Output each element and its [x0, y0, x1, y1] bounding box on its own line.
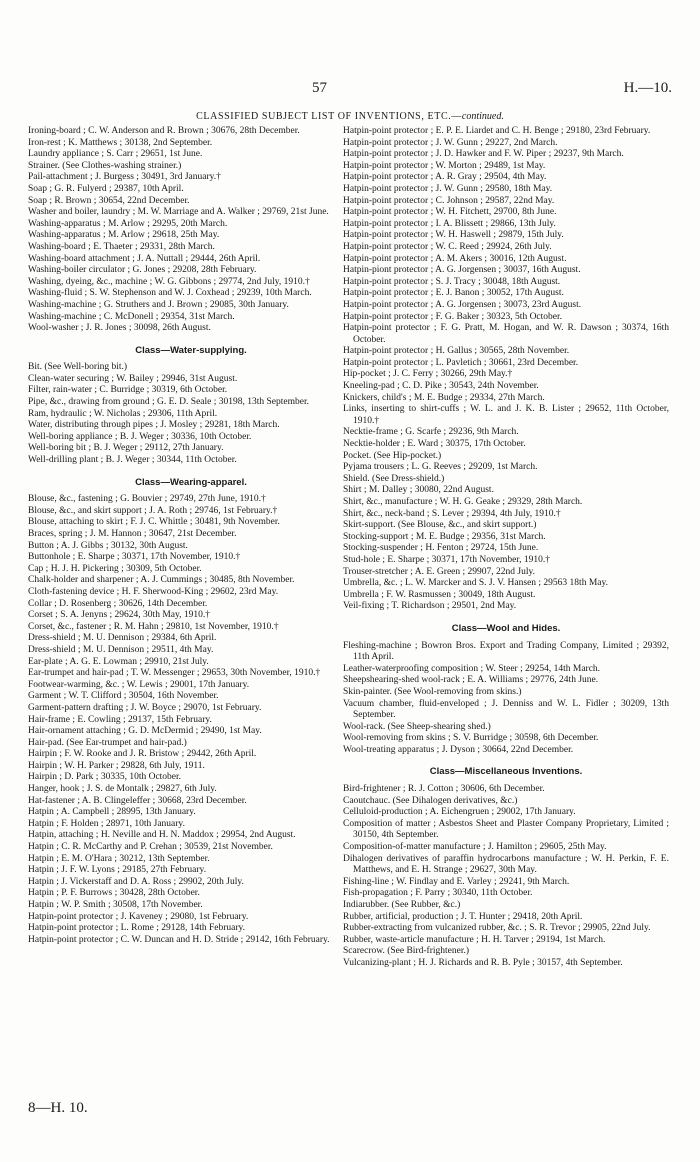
footer-signature: 8—H. 10.	[28, 1100, 88, 1116]
invention-entry: Hatpin-point protector ; J. W. Gunn ; 29580, 18th May.	[343, 183, 553, 194]
invention-entry: Garment ; W. T. Clifford ; 30504, 16th November.	[28, 691, 219, 702]
invention-entry: Dress-shield ; M. U. Dennison ; 29384, 6th April.	[28, 633, 217, 644]
invention-entry: Hatpin-point protector ; F. G. Pratt, M. Hogan, and W. R. Dawson ; 30374, 16th October.	[343, 323, 669, 345]
invention-entry: Pipe, &c., drawing from ground ; G. E. D. Seale ; 30198, 13th September.	[28, 397, 309, 408]
class-heading: Class—Miscellaneous Inventions.	[429, 766, 583, 778]
invention-entry: Cloth-fastening device ; H. F. Sherwood-King ; 29602, 23rd May.	[28, 586, 279, 597]
invention-entry: Hatpin-point protector ; H. Gallus ; 30565, 28th November.	[343, 346, 570, 357]
invention-entry: Washing-machine ; C. McDonell ; 29354, 31st March.	[28, 311, 235, 322]
invention-entry: Soap ; G. R. Fulyerd ; 29387, 10th April.	[28, 183, 184, 194]
heading-continued: continued.	[461, 111, 504, 122]
invention-entry: Hip-pocket ; J. C. Ferry ; 30266, 29th May.†	[343, 369, 513, 380]
invention-entry: Water, distributing through pipes ; J. Mosley ; 29281, 18th March.	[28, 420, 280, 431]
invention-entry: Dihalogen derivatives of paraffin hydrocarbons manufacture ; W. H. Perkin, F. E. Matthews, and E. H. Strange ; 29627, 30th May.	[343, 853, 669, 876]
invention-entry: Washing-apparatus ; M. Arlow ; 29618, 25th May.	[28, 230, 220, 241]
invention-entry: Vulcanizing-plant ; H. J. Richards and R. B. Pyle ; 30157, 4th September.	[343, 957, 623, 968]
right-column	[343, 126, 669, 970]
invention-entry: Necktie-frame ; G. Scarfe ; 29236, 9th March.	[343, 427, 519, 438]
invention-entry: Ironing-board ; C. W. Anderson and R. Brown ; 30676, 28th December.	[28, 126, 300, 136]
page-number: 57	[312, 80, 327, 96]
invention-entry: Hatpin-point protector ; J. W. Gunn ; 29227, 2nd March.	[343, 137, 558, 148]
invention-entry: Laundry appliance ; S. Carr ; 29651, 1st June.	[28, 149, 203, 160]
invention-entry: Shirt ; M. Dalley ; 30080, 22nd August.	[343, 485, 494, 496]
invention-entry: Bit. (See Well-boring bit.)	[28, 362, 128, 373]
invention-entry: Fish-propagation ; F. Parry ; 30340, 11th October.	[343, 888, 533, 899]
invention-entry: Hatpin ; C. R. McCarthy and P. Crehan ; 30539, 21st November.	[28, 842, 273, 853]
invention-entry: Hatpin-point protector ; W. H. Fitchett, 29700, 8th June.	[343, 207, 557, 218]
invention-entry: Knickers, child's ; M. E. Budge ; 29334, 27th March.	[343, 392, 545, 403]
invention-entry: Hatpin-point protector ; F. G. Baker ; 30323, 5th October.	[343, 311, 563, 322]
invention-entry: Clean-water securing ; W. Bailey ; 29946, 31st August.	[28, 373, 238, 384]
invention-entry: Corset, &c., fastener ; R. M. Hahn ; 29810, 1st November, 1910.†	[28, 621, 279, 632]
invention-entry: Hatpin ; J. Vickerstaff and D. A. Ross ; 29902, 20th July.	[28, 876, 244, 887]
invention-entry: Hairpin ; F. W. Rooke and J. R. Bristow ; 29442, 26th April.	[28, 749, 257, 760]
invention-entry: Hatpin-point protector ; L. Pavletich ; 30661, 23rd December.	[343, 357, 579, 368]
invention-entry: Fleshing-machine ; Bowron Bros. Export and Trading Company, Limited ; 29392, 11th April.	[343, 640, 669, 663]
invention-entry: Wool-rack. (See Sheep-shearing shed.)	[343, 721, 491, 732]
invention-entry: Kneeling-pad ; C. D. Pike ; 30543, 24th November.	[343, 381, 539, 392]
invention-entry: Garment-pattern drafting ; J. W. Boyce ; 29070, 1st February.	[28, 702, 262, 713]
invention-entry: Rubber-extracting from vulcanized rubber, &c. ; S. R. Trevor ; 29905, 22nd July.	[343, 923, 651, 934]
invention-entry: Buttonhole ; E. Sharpe ; 30371, 17th November, 1910.†	[28, 552, 241, 563]
class-heading: Class—Water-supplying.	[135, 344, 247, 356]
class-heading: Class—Wool and Hides.	[451, 622, 561, 634]
invention-entry: Well-drilling plant ; B. J. Weger ; 30344, 11th October.	[28, 455, 237, 466]
invention-entry: Washing-apparatus ; M. Arlow ; 29295, 20th March.	[28, 218, 228, 229]
invention-entry: Stocking-support ; M. E. Budge ; 29356, 31st March.	[343, 531, 546, 542]
invention-entry: Hairpin ; W. H. Parker ; 29828, 6th July, 1911.	[28, 760, 205, 771]
invention-entry: Hatpin ; E. M. O'Hara ; 30212, 13th September.	[28, 853, 210, 864]
invention-entry: Hatpin-point protector ; I. A. Blissett ; 29866, 13th July.	[343, 218, 556, 229]
invention-entry: Links, inserting to shirt-cuffs ; W. L. and J. K. B. Lister ; 29652, 11th October, 1910.†	[343, 404, 669, 426]
invention-entry: Soap ; R. Brown ; 30654, 22nd December.	[28, 195, 190, 206]
invention-entry: Caoutchauc. (See Dihalogen derivatives, &c.)	[343, 795, 518, 806]
invention-entry: Composition-of-matter manufacture ; J. Hamilton ; 29605, 25th May.	[343, 842, 607, 853]
invention-entry: Wool-washer ; J. R. Jones ; 30098, 26th August.	[28, 323, 211, 334]
invention-entry: Chalk-holder and sharpener ; A. J. Cummings ; 30485, 8th November.	[28, 575, 295, 586]
class-heading: Class—Wearing-apparel.	[135, 476, 247, 488]
invention-entry: Washing, dyeing, &c., machine ; W. G. Gibbons ; 29774, 2nd July, 1910.†	[28, 276, 310, 287]
invention-entry: Vacuum chamber, fluid-enveloped ; J. Denniss and W. L. Fidler ; 30209, 13th September.	[343, 698, 669, 721]
invention-entry: Pocket. (See Hip-pocket.)	[343, 450, 442, 461]
invention-entry: Washing-board attachment ; J. A. Nuttall ; 29444, 26th April.	[28, 253, 261, 264]
invention-entry: Celluloid-production ; A. Eichengruen ; 29002, 17th January.	[343, 807, 576, 818]
invention-entry: Hatpin ; F. Holden ; 28971, 10th January.	[28, 818, 185, 829]
invention-entry: Hairpin ; D. Park ; 30335, 10th October.	[28, 772, 182, 783]
invention-entry: Bird-frightener ; R. J. Cotton ; 30606, 6th December.	[343, 784, 545, 795]
invention-entry: Hatpin ; A. Campbell ; 28995, 13th January.	[28, 807, 196, 818]
invention-entry: Skirt-support. (See Blouse, &c., and skirt support.)	[343, 520, 537, 531]
invention-entry: Blouse, attaching to skirt ; F. J. C. Whittle ; 30481, 9th November.	[28, 517, 280, 528]
invention-entry: Hatpin-point protector ; L. Rome ; 29128, 14th February.	[28, 923, 246, 934]
invention-entry: Wool-treating apparatus ; J. Dyson ; 30664, 22nd December.	[343, 744, 574, 755]
invention-entry: Veil-fixing ; T. Richardson ; 29501, 2nd May.	[343, 601, 517, 612]
invention-entry: Shirt, &c., neck-band ; S. Lever ; 29394, 4th July, 1910.†	[343, 508, 561, 519]
invention-entry: Ear-trumpet and hair-pad ; T. W. Messenger ; 29653, 30th November, 1910.†	[28, 668, 321, 679]
invention-entry: Leather-waterproofing composition ; W. Steer ; 29254, 14th March.	[343, 663, 601, 674]
invention-entry: Washing-boiler circulator ; G. Jones ; 29208, 28th February.	[28, 265, 257, 276]
invention-entry: Hatpin-point protector ; J. Kaveney ; 29080, 1st February.	[28, 911, 249, 922]
invention-entry: Collar ; D. Rosenberg ; 30626, 14th December.	[28, 598, 208, 609]
invention-entry: Hatpin ; J. F. W. Lyons ; 29185, 27th February.	[28, 865, 207, 876]
invention-entry: Hatpin-point protector ; S. J. Tracy ; 30048, 18th August.	[343, 276, 561, 287]
invention-entry: Indiarubber. (See Rubber, &c.)	[343, 900, 461, 910]
invention-entry: Skin-painter. (See Wool-removing from skins.)	[343, 686, 522, 697]
invention-entry: Hatpin-point protector ; W. C. Reed ; 29924, 26th July.	[343, 241, 552, 252]
invention-entry: Iron-rest ; K. Matthews ; 30138, 2nd September.	[28, 137, 213, 148]
invention-entry: Hatpin-point protector ; E. J. Banon ; 30052, 17th August.	[343, 288, 564, 299]
invention-entry: Washer and boiler, laundry ; M. W. Marriage and A. Walker ; 29769, 21st June.	[28, 207, 329, 218]
page-heading	[0, 111, 700, 122]
invention-entry: Hatpin-point protector ; C. Johnson ; 29587, 22nd May.	[343, 195, 555, 206]
invention-entry: Hanger, hook ; J. S. de Montalk ; 29827, 6th July.	[28, 784, 217, 795]
invention-entry: Hat-fastener ; A. B. Clingeleffer ; 30668, 23rd December.	[28, 795, 247, 806]
invention-entry: Trouser-stretcher ; A. E. Green ; 29907, 22nd July.	[343, 566, 535, 577]
invention-entry: Shirt, &c., manufacture ; W. H. G. Geake ; 29329, 28th March.	[343, 497, 583, 507]
left-column	[28, 126, 354, 946]
invention-entry: Hair-frame ; E. Cowling ; 29137, 15th February.	[28, 714, 212, 725]
invention-entry: Hatpin-point protector ; A. R. Gray ; 29504, 4th May.	[343, 172, 547, 183]
invention-entry: Blouse, &c., fastening ; G. Bouvier ; 29749, 27th June, 1910.†	[28, 494, 266, 505]
invention-entry: Shield. (See Dress-shield.)	[343, 473, 445, 484]
invention-entry: Composition of matter ; Asbestos Sheet and Plaster Company Proprietary, Limited ; 30150, 4th September.	[343, 818, 669, 841]
invention-entry: Pail-attachment ; J. Burgess ; 30491, 3rd January.†	[28, 172, 221, 183]
invention-entry: Necktie-holder ; E. Ward ; 30375, 17th October.	[343, 439, 526, 450]
invention-entry: Umbrella, &c. ; L. W. Marcker and S. J. V. Hansen ; 29563 18th May.	[343, 578, 608, 589]
invention-entry: Rubber, waste-article manufacture ; H. H. Tarver ; 29194, 1st March.	[343, 934, 606, 945]
invention-entry: Washing-machine ; G. Struthers and J. Brown ; 29085, 30th January.	[28, 299, 289, 310]
invention-entry: Hatpin-point protector ; W. Morton ; 29489, 1st May.	[343, 160, 546, 171]
invention-entry: Ram, hydraulic ; W. Nicholas ; 29306, 11th April.	[28, 408, 218, 419]
invention-entry: Washing-board ; E. Thaeter ; 29331, 28th March.	[28, 241, 215, 252]
invention-entry: Rubber, artificial, production ; J. T. Hunter ; 29418, 20th April.	[343, 911, 583, 922]
invention-entry: Button ; A. J. Gibbs ; 30132, 30th August.	[28, 540, 188, 551]
invention-entry: Scarecrow. (See Bird-frightener.)	[343, 946, 469, 957]
invention-entry: Stocking-suspender ; H. Fenton ; 29724, 15th June.	[343, 543, 539, 554]
invention-entry: Hatpin ; W. P. Smith ; 30508, 17th November.	[28, 900, 203, 910]
invention-entry: Hatpin-piont protector ; A. G. Jorgensen ; 30037, 16th August.	[343, 265, 581, 276]
invention-entry: Wool-removing from skins ; S. V. Burridge ; 30598, 6th December.	[343, 733, 599, 744]
invention-entry: Hatpin-point protector ; C. W. Duncan and H. D. Stride ; 29142, 16th February.	[28, 934, 330, 945]
invention-entry: Well-boring bit ; B. J. Weger ; 29112, 27th January.	[28, 443, 224, 454]
invention-entry: Sheepshearing-shed wool-rack ; E. A. Williams ; 29776, 24th June.	[343, 675, 599, 686]
invention-entry: Hatpin-point protector ; A. M. Akers ; 30016, 12th August.	[343, 253, 567, 264]
invention-entry: Hatpin-point protector ; J. D. Hawker and F. W. Piper ; 29237, 9th March.	[343, 149, 624, 160]
invention-entry: Filter, rain-water ; C. Burridge ; 30319, 6th October.	[28, 385, 228, 396]
invention-entry: Hatpin ; P. F. Burrows ; 30428, 28th October.	[28, 888, 200, 899]
invention-entry: Washing-fluid ; S. W. Stephenson and W. J. Coxhead ; 29239, 10th March.	[28, 288, 312, 299]
invention-entry: Hair-ornament attaching ; G. D. McDermid ; 29490, 1st May.	[28, 726, 262, 737]
invention-entry: Dress-shield ; M. U. Dennison ; 29511, 4th May.	[28, 644, 214, 655]
invention-entry: Blouse, &c., and skirt support ; J. A. Roth ; 29746, 1st February.†	[28, 505, 278, 516]
invention-entry: Fishing-line ; W. Findlay and E. Varley ; 29241, 9th March.	[343, 876, 570, 887]
invention-entry: Pyjama trousers ; L. G. Reeves ; 29209, 1st March.	[343, 462, 538, 473]
invention-entry: Braces, spring ; J. M. Hannon ; 30647, 21st December.	[28, 529, 237, 539]
invention-entry: Stud-hole ; E. Sharpe ; 30371, 17th November, 1910.†	[343, 554, 551, 565]
invention-entry: Hatpin-point protector ; A. G. Jorgensen ; 30073, 23rd August.	[343, 299, 582, 310]
heading-title: CLASSIFIED SUBJECT LIST OF INVENTIONS, ETC.—	[196, 111, 462, 122]
invention-entry: Footwear-warming, &c. ; W. Lewis ; 29001, 17th January.	[28, 679, 250, 690]
invention-entry: Umbrella ; F. W. Rasmussen ; 30049, 18th August.	[343, 589, 536, 600]
invention-entry: Hair-pad. (See Ear-trumpet and hair-pad.)	[28, 737, 187, 748]
invention-entry: Strainer. (See Clothes-washing strainer.)	[28, 160, 182, 171]
invention-entry: Cap ; H. J. H. Pickering ; 30309, 5th October.	[28, 563, 202, 574]
document-reference: H.—10.	[623, 80, 672, 96]
invention-entry: Ear-plate ; A. G. E. Lowman ; 29910, 21st July.	[28, 656, 209, 667]
invention-entry: Hatpin-point protector ; E. P. E. Liardet and C. H. Benge ; 29180, 23rd February.	[343, 126, 651, 136]
invention-entry: Hatpin-point protector ; W. H. Haswell ; 29879, 15th July.	[343, 230, 564, 241]
invention-entry: Well-boring appliance ; B. J. Weger ; 30336, 10th October.	[28, 431, 252, 442]
invention-entry: Corset ; S. A. Jenyns ; 29624, 30th May, 1910.†	[28, 610, 210, 621]
invention-entry: Hatpin, attaching ; H. Neville and H. N. Maddox ; 29954, 2nd August.	[28, 830, 296, 841]
